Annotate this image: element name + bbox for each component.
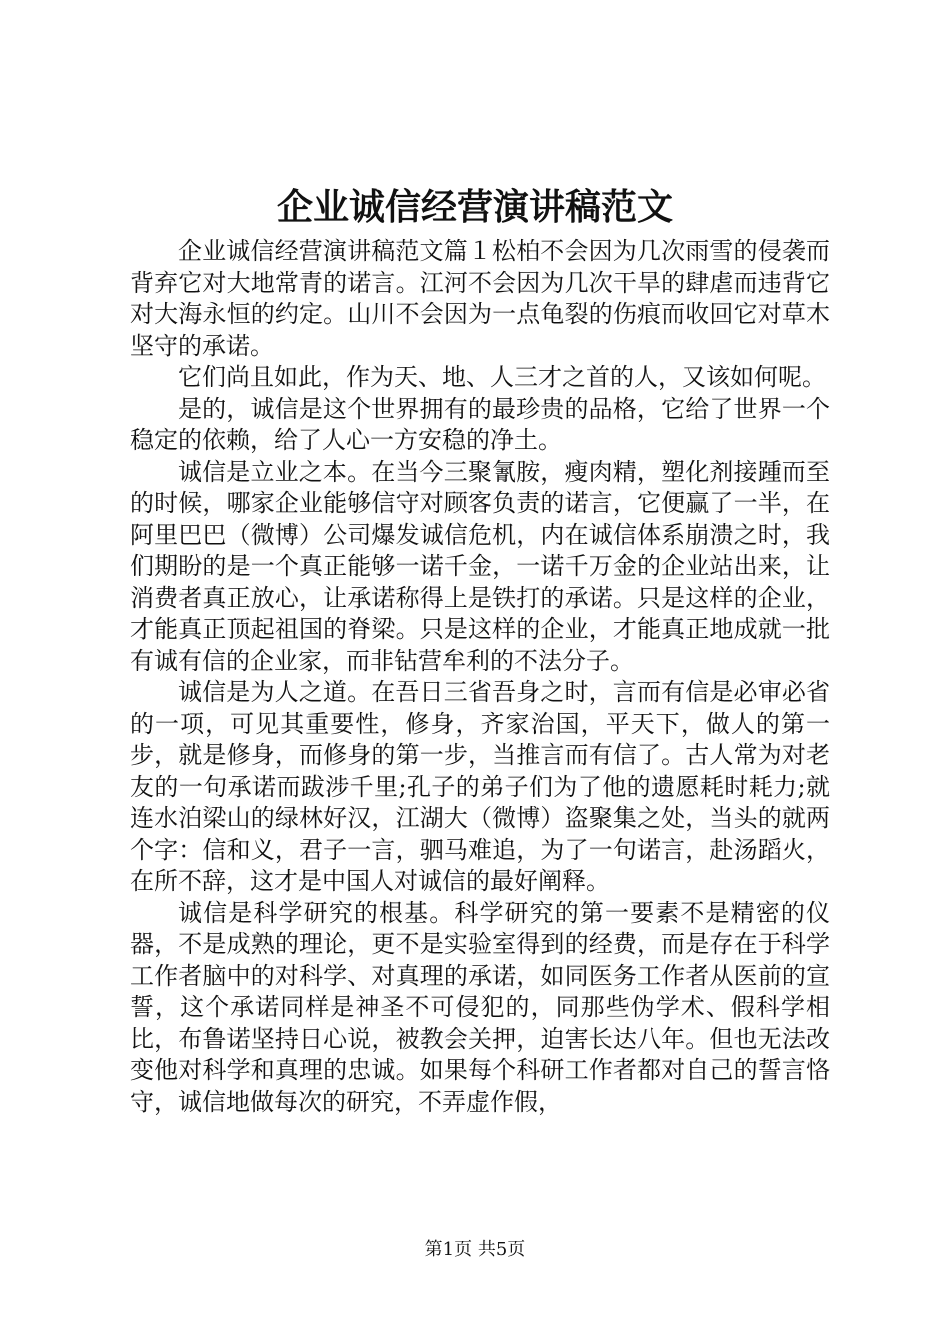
document-title: 企业诚信经营演讲稿范文 bbox=[276, 186, 673, 228]
page-number-footer: 第1页 共5页 bbox=[424, 1239, 526, 1260]
paragraph: 诚信是为人之道。在吾日三省吾身之时，言而有信是必审必省的一项，可见其重要性，修身，齐家治国，平天下，做人的第一步，就是修身，而修身的第一步，当推言而有信了。古人常为对老友的一句承诺而跋涉千里;孔子的弟子们为了他的遗愿耗时耗力;就连水泊梁山的绿林好汉，江湖大（微博）盗聚集之处，当头的就两个字：信和义，君子一言，驷马难追，为了一句诺言，赴汤蹈火，在所不辞，这才是中国人对诚信的最好阐释。 bbox=[130, 678, 830, 895]
paragraph: 企业诚信经营演讲稿范文篇１松柏不会因为几次雨雪的侵袭而背弃它对大地常青的诺言。江河不会因为几次干旱的肆虐而违背它对大海永恒的约定。山川不会因为一点龟裂的伤痕而收回它对草木坚守的承诺。 bbox=[130, 237, 830, 360]
paragraph: 是的，诚信是这个世界拥有的最珍贵的品格，它给了世界一个稳定的依赖，给了人心一方安稳的净土。 bbox=[130, 394, 830, 454]
paragraph: 诚信是科学研究的根基。科学研究的第一要素不是精密的仪器，不是成熟的理论，更不是实验室得到的经费，而是存在于科学工作者脑中的对科学、对真理的承诺，如同医务工作者从医前的宣誓，这个承诺同样是神圣不可侵犯的，同那些伪学术、假科学相比，布鲁诺坚持日心说，被教会关押，迫害长达八年。但也无法改变他对科学和真理的忠诚。如果每个科研工作者都对自己的誓言恪守，诚信地做每次的研究，不弄虚作假， bbox=[130, 898, 830, 1116]
paragraph: 诚信是立业之本。在当今三聚氰胺，瘦肉精，塑化剂接踵而至的时候，哪家企业能够信守对顾客负责的诺言，它便赢了一半，在阿里巴巴（微博）公司爆发诚信危机，内在诚信体系崩溃之时，我们期盼的是一个真正能够一诺千金，一诺千万金的企业站出来，让消费者真正放心，让承诺称得上是铁打的承诺。只是这样的企业，才能真正顶起祖国的脊梁。只是这样的企业，才能真正地成就一批有诚有信的企业家，而非钻营牟利的不法分子。 bbox=[130, 457, 830, 675]
paragraph: 它们尚且如此，作为天、地、人三才之首的人，又该如何呢。 bbox=[178, 363, 826, 391]
document-body bbox=[130, 236, 830, 1118]
